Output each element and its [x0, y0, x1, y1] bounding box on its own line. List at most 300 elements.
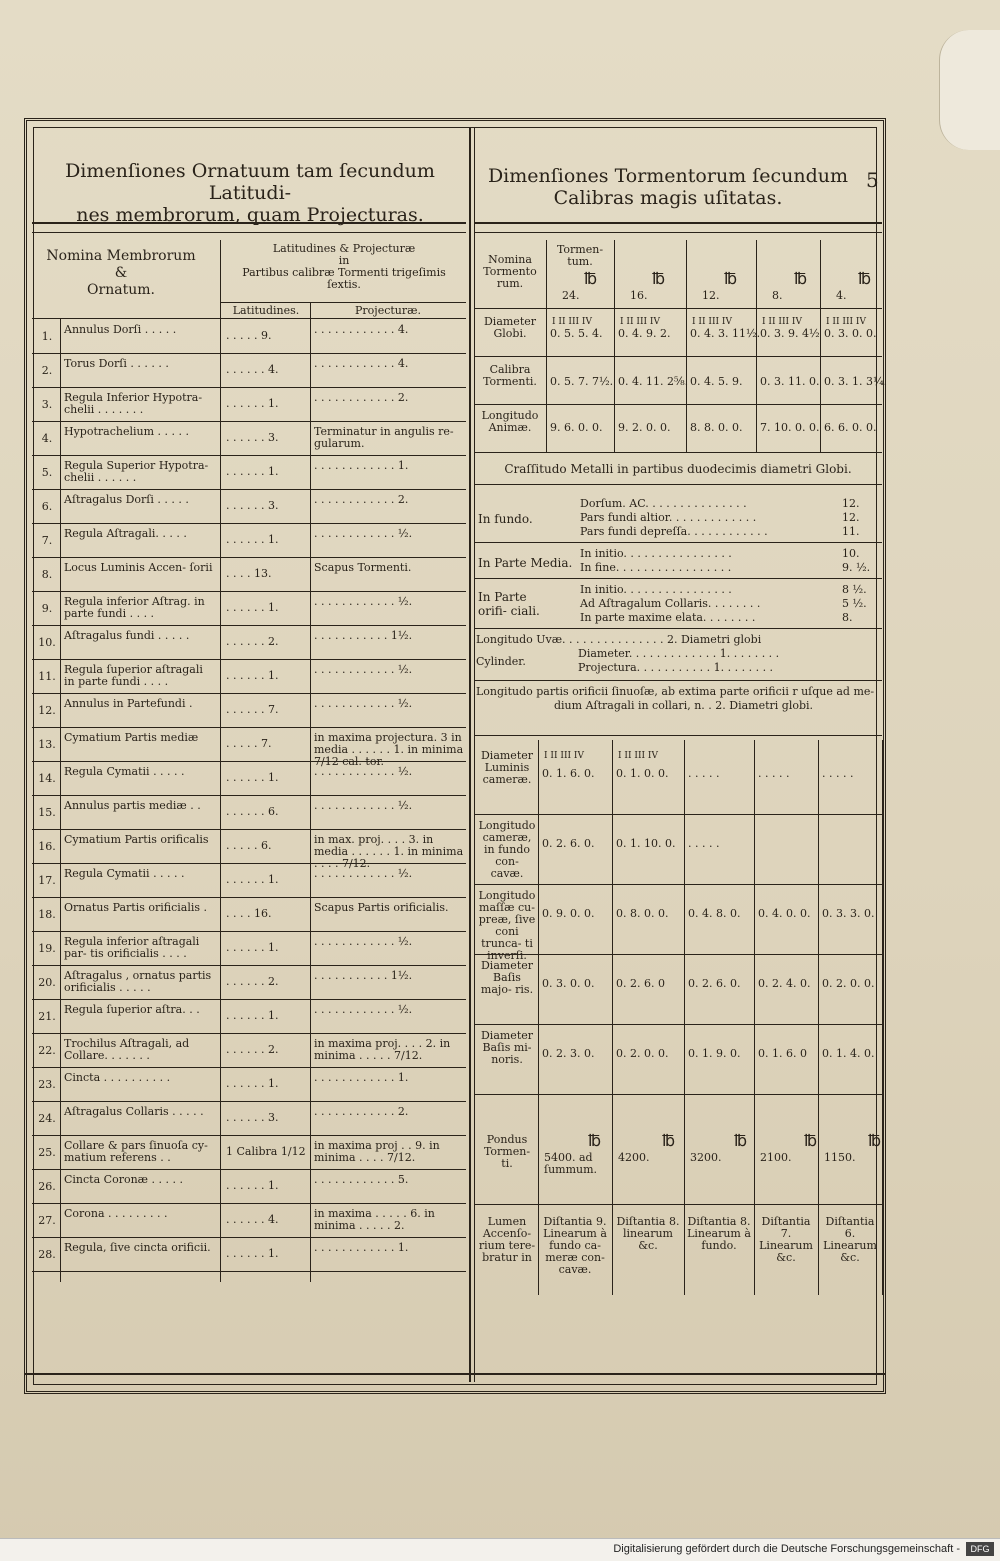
- lower-row-value: 0. 2. 6. 0.: [688, 977, 741, 990]
- row-projection: . . . . . . . . . . . . 5.: [314, 1173, 409, 1186]
- lower-row-value: 0. 4. 0. 0.: [758, 907, 811, 920]
- sub-header-rule: [220, 302, 466, 303]
- col-name-line1: Nomina Membrorum: [46, 248, 196, 264]
- upper-row-value: 0. 5. 5. 4.: [550, 327, 603, 340]
- row-projection: . . . . . . . . . . . . 2.: [314, 1105, 409, 1118]
- lower-units: I II III IV: [618, 751, 658, 761]
- upper-bottom-rule: [474, 452, 882, 453]
- sub-lat: Latitudines.: [232, 304, 300, 317]
- row-projection: in maxima projectura. 3 in media . . . . . . 1. in minima 7/12 cal. tor.: [314, 731, 464, 768]
- lower-row-value: . . . . .: [822, 767, 854, 780]
- row-name: Regula inferior aſtragali par- tis orificialis . . . .: [64, 935, 200, 960]
- row-rule: [32, 829, 466, 830]
- row-name: Regula Aſtragali. . . . .: [64, 527, 187, 540]
- row-latitude: . . . . . . 1.: [226, 669, 279, 682]
- footer-text: Digitalisierung gefördert durch die Deutsche Forschungsgemeinschaft -: [613, 1543, 960, 1555]
- row-rule: [32, 1271, 466, 1272]
- row-rule: [32, 897, 466, 898]
- row-rule: [32, 625, 466, 626]
- upper-row-value: 7. 10. 0. 0.: [760, 421, 820, 434]
- right-title-line1: Dimenſiones Tormentorum ſecundum: [487, 165, 849, 187]
- row-rule: [32, 659, 466, 660]
- row-name: Regula Superior Hypotra- chelii . . . . . .: [64, 459, 209, 484]
- head-line4: ſextis.: [327, 278, 361, 291]
- row-latitude: . . . . . . 1.: [226, 533, 279, 546]
- row-latitude: . . . . . . 1.: [226, 941, 279, 954]
- lower-row-rule: [474, 1094, 882, 1095]
- lower-row-value: 0. 3. 3. 0.: [822, 907, 875, 920]
- row-number: 27.: [38, 1214, 56, 1227]
- upper-row-value: 0. 3. 9. 4½: [760, 327, 820, 340]
- lb-icon: ℔: [858, 269, 872, 288]
- lower-row-value: . . . . .: [688, 767, 720, 780]
- row-projection: . . . . . . . . . . . . 1.: [314, 1241, 409, 1254]
- row-name: Cymatium Partis orificalis: [64, 833, 209, 846]
- right-title: [478, 165, 858, 209]
- upper-row-value: 0. 3. 0. 0.: [824, 327, 877, 340]
- lower-row-rule: [474, 814, 882, 815]
- row-projection: . . . . . . . . . . . . ½.: [314, 663, 413, 676]
- row-number: 25.: [38, 1146, 56, 1159]
- row-name: Annulus Dorſi . . . . .: [64, 323, 177, 336]
- orificiali-value: 8.: [842, 611, 853, 624]
- lb-icon: ℔: [724, 269, 738, 288]
- lumen-label: Lumen Accenſo- rium tere- bratur in: [478, 1215, 536, 1264]
- orificiali-value: 8 ½.: [842, 583, 867, 596]
- lower-row-rule: [474, 884, 882, 885]
- lower-row-label: Diameter Baſis mi- noris.: [480, 1029, 534, 1066]
- upper-row-value: 0. 4. 9. 2.: [618, 327, 671, 340]
- bottom-rule: [24, 1373, 886, 1375]
- lower-row-value: 0. 3. 0. 0.: [542, 977, 595, 990]
- row-name: Regula Inferior Hypotra- chelii . . . . . . .: [64, 391, 203, 416]
- row-latitude: . . . . . 7.: [226, 737, 272, 750]
- upper-row-value: 0. 4. 3. 11½.: [690, 327, 761, 340]
- pondus-value: 1150.: [824, 1151, 856, 1164]
- row-latitude: . . . . . . 7.: [226, 703, 279, 716]
- row-name: Regula Cymatii . . . . .: [64, 765, 185, 778]
- head-line2: in: [338, 254, 350, 267]
- row-number: 17.: [38, 874, 56, 887]
- right-title-line2: Calibras magis uſitatas.: [553, 187, 783, 209]
- row-latitude: . . . . . . 1.: [226, 873, 279, 886]
- pondus-value: 2100.: [760, 1151, 792, 1164]
- row-number: 16.: [38, 840, 56, 853]
- crass-rule: [474, 542, 882, 543]
- lb-icon: ℔: [584, 269, 598, 288]
- media-item: In fine. . . . . . . . . . . . . . . . .: [580, 561, 732, 574]
- row-number: 9.: [41, 602, 53, 615]
- lower-col-divider: [538, 740, 539, 1295]
- cylinder-label: Cylinder.: [476, 655, 526, 668]
- caliber-rule: [474, 308, 882, 309]
- lower-row-value: 0. 1. 4. 0.: [822, 1047, 875, 1060]
- crass-rule: [474, 680, 882, 681]
- crassitudo-heading: Craſſitudo Metalli in partibus duodecimis diametri Globi.: [504, 462, 852, 476]
- media-label: In Parte Media.: [478, 556, 573, 570]
- row-name: Aſtragalus fundi . . . . .: [64, 629, 190, 642]
- upper-row-rule: [474, 356, 882, 357]
- crass-rule: [474, 578, 882, 579]
- lower-row-rule: [474, 954, 882, 955]
- lower-units: I II III IV: [544, 751, 584, 761]
- units-row: I II III IV: [620, 317, 660, 327]
- row-projection: in maxima proj . . 9. in minima . . . . 7/12.: [314, 1139, 440, 1164]
- row-name: Ornatus Partis orificialis .: [64, 901, 208, 914]
- row-projection: . . . . . . . . . . . . ½.: [314, 527, 413, 540]
- lb-icon: ℔: [794, 269, 808, 288]
- row-projection: . . . . . . . . . . . . 2.: [314, 391, 409, 404]
- row-number: 19.: [38, 942, 56, 955]
- upper-row-value: 0. 3. 1. 3¼.: [824, 375, 888, 388]
- upper-row-label: Diameter Globi.: [483, 315, 537, 340]
- row-number: 15.: [38, 806, 56, 819]
- tormentum-header: Tormen- tum.: [556, 243, 604, 268]
- row-rule: [32, 1101, 466, 1102]
- row-projection: in maxima proj. . . . 2. in minima . . . . . 7/12.: [314, 1037, 451, 1062]
- col-name-line2: &: [114, 265, 128, 281]
- caliber-value: 8.: [772, 289, 783, 302]
- row-number: 5.: [41, 466, 53, 479]
- left-title-rule2: [32, 232, 466, 233]
- media-value: 9. ½.: [842, 561, 871, 574]
- row-number: 6.: [41, 500, 53, 513]
- left-title: [34, 160, 466, 226]
- row-projection: . . . . . . . . . . . 1½.: [314, 969, 413, 982]
- row-name: Aſtragalus Collaris . . . . .: [64, 1105, 204, 1118]
- row-latitude: . . . . . . 2.: [226, 635, 279, 648]
- units-row: I II III IV: [762, 317, 802, 327]
- row-name: Collare & pars ſinuoſa cy- matium referens . .: [64, 1139, 208, 1164]
- row-projection: . . . . . . . . . . . . ½.: [314, 799, 413, 812]
- row-projection: Scapus Tormenti.: [314, 561, 412, 574]
- lower-row-value: 0. 2. 0. 0.: [616, 1047, 669, 1060]
- row-latitude: . . . . . . 2.: [226, 1043, 279, 1056]
- row-latitude: . . . . . . 3.: [226, 1111, 279, 1124]
- fundo-value: 12.: [842, 511, 860, 524]
- row-latitude: . . . . . . 3.: [226, 499, 279, 512]
- nomina-header: Nomina Tormento rum.: [483, 253, 537, 290]
- row-name: Corona . . . . . . . . .: [64, 1207, 168, 1220]
- row-projection: . . . . . . . . . . . . ½.: [314, 595, 413, 608]
- units-row: I II III IV: [552, 317, 592, 327]
- row-latitude: . . . . . . 6.: [226, 805, 279, 818]
- row-name: Annulus partis mediæ . .: [64, 799, 201, 812]
- units-row: I II III IV: [692, 317, 732, 327]
- row-name: Cincta . . . . . . . . . .: [64, 1071, 171, 1084]
- lower-col-divider: [882, 740, 883, 1295]
- caliber-divider: [756, 240, 757, 452]
- row-rule: [32, 489, 466, 490]
- lower-col-divider: [612, 740, 613, 1295]
- media-value: 10.: [842, 547, 860, 560]
- lower-row-label: Longitudo cameræ, in fundo con- cavæ.: [478, 819, 536, 880]
- longitudo-uvae: Longitudo Uvæ. . . . . . . . . . . . . . . 2. Diametri globi: [476, 633, 762, 646]
- pondus-label: Pondus Tormen- ti.: [483, 1133, 531, 1170]
- row-name: Annulus in Partefundi .: [64, 697, 193, 710]
- row-number: 20.: [38, 976, 56, 989]
- row-number: 7.: [41, 534, 53, 547]
- footer: [0, 1538, 1000, 1561]
- row-number: 22.: [38, 1044, 56, 1057]
- upper-row-label: Longitudo Animæ.: [481, 409, 539, 434]
- left-title-line1: Dimenſiones Ornatuum tam ſecundum Latitudi-: [65, 160, 435, 204]
- lower-row-value: 0. 1. 6. 0.: [542, 767, 595, 780]
- lower-row-value: 0. 1. 0. 0.: [616, 767, 669, 780]
- row-latitude: . . . . . . 1.: [226, 1179, 279, 1192]
- fundo-item: Pars fundi depreſſa. . . . . . . . . . . .: [580, 525, 768, 538]
- lower-row-value: 0. 4. 8. 0.: [688, 907, 741, 920]
- row-latitude: . . . . . . 1.: [226, 1077, 279, 1090]
- page-number: 5: [866, 168, 879, 192]
- row-number: 18.: [38, 908, 56, 921]
- row-rule: [32, 999, 466, 1000]
- head-line1: Latitudines & Projecturæ: [272, 242, 416, 255]
- fundo-item: Dorſum. AC. . . . . . . . . . . . . . .: [580, 497, 747, 510]
- lumen-value: Diſtantia 9. Linearum à fundo ca- meræ con- cavæ.: [543, 1215, 607, 1276]
- row-name: Trochilus Aſtragali, ad Collare. . . . . . .: [64, 1037, 190, 1062]
- row-number: 13.: [38, 738, 56, 751]
- row-name: Aſtragalus Dorſi . . . . .: [64, 493, 189, 506]
- caliber-value: 24.: [562, 289, 580, 302]
- lower-col-divider: [684, 740, 685, 1295]
- lb-icon: ℔: [804, 1131, 818, 1150]
- row-number: 28.: [38, 1248, 56, 1261]
- lat-proj-header: [224, 243, 464, 291]
- row-latitude: . . . . 16.: [226, 907, 272, 920]
- row-latitude: . . . . . . 4.: [226, 1213, 279, 1226]
- lower-row-value: 0. 8. 0. 0.: [616, 907, 669, 920]
- row-latitude: . . . . . 6.: [226, 839, 272, 852]
- right-title-rule2: [474, 232, 882, 233]
- upper-row-rule: [474, 404, 882, 405]
- pondus-value: 4200.: [618, 1151, 650, 1164]
- cylinder-item: Diameter. . . . . . . . . . . . . 1. . . . . . . .: [578, 647, 780, 660]
- r-div-0: [546, 240, 547, 452]
- orificiali-item: In parte maxime elata. . . . . . . .: [580, 611, 756, 624]
- header-bottom-rule: [32, 318, 466, 319]
- lower-row-value: 0. 2. 6. 0: [616, 977, 665, 990]
- lb-icon: ℔: [662, 1131, 676, 1150]
- page-fold: [939, 30, 1000, 150]
- longitudo-partis-2: dium Aſtragali in collari, n. . 2. Diametri globi.: [554, 699, 814, 712]
- orificiali-item: In initio. . . . . . . . . . . . . . . .: [580, 583, 732, 596]
- row-rule: [32, 931, 466, 932]
- lower-row-label: Diameter Luminis cameræ.: [480, 749, 534, 786]
- row-name: Regula inferior Aſtrag. in parte fundi . . . .: [64, 595, 205, 620]
- upper-row-value: 9. 6. 0. 0.: [550, 421, 603, 434]
- row-projection: . . . . . . . . . . . . ½.: [314, 935, 413, 948]
- lower-top-rule: [474, 735, 882, 736]
- head-line3: Partibus calibræ Tormenti trigeſimis: [242, 266, 446, 279]
- upper-row-value: 9. 2. 0. 0.: [618, 421, 671, 434]
- row-rule: [32, 1169, 466, 1170]
- cylinder-item: Projectura. . . . . . . . . . . 1. . . . . . . .: [578, 661, 774, 674]
- crassitudo-rule: [474, 484, 882, 485]
- row-number: 14.: [38, 772, 56, 785]
- row-number: 8.: [41, 568, 53, 581]
- row-number: 4.: [41, 432, 53, 445]
- left-title-rule: [32, 222, 466, 224]
- lower-row-value: 0. 9. 0. 0.: [542, 907, 595, 920]
- upper-row-value: 0. 5. 7. 7½.: [550, 375, 614, 388]
- lower-row-label: Diameter Baſis majo- ris.: [480, 959, 534, 996]
- pondus-value: 5400. ad ſummum.: [544, 1151, 598, 1176]
- row-projection: . . . . . . . . . . . . ½.: [314, 867, 413, 880]
- row-latitude: . . . . . 9.: [226, 329, 272, 342]
- upper-row-value: 6. 6. 0. 0.: [824, 421, 877, 434]
- lumen-value: Diſtantia 8. Linearum à fundo.: [687, 1215, 751, 1252]
- row-rule: [32, 795, 466, 796]
- lower-row-value: 0. 2. 3. 0.: [542, 1047, 595, 1060]
- row-projection: Terminatur in angulis re- gularum.: [314, 425, 454, 450]
- row-latitude: . . . . . . 1.: [226, 1009, 279, 1022]
- fundo-item: Pars fundi altior. . . . . . . . . . . . .: [580, 511, 757, 524]
- row-latitude: . . . . . . 1.: [226, 601, 279, 614]
- row-name: Aſtragalus , ornatus partis orificialis . . . . .: [64, 969, 212, 994]
- row-latitude: . . . . . . 4.: [226, 363, 279, 376]
- lower-row-value: 0. 2. 4. 0.: [758, 977, 811, 990]
- row-projection: Scapus Partis orificialis.: [314, 901, 449, 914]
- lower-col-divider: [754, 740, 755, 1295]
- upper-row-value: 0. 4. 5. 9.: [690, 375, 743, 388]
- row-rule: [32, 421, 466, 422]
- row-projection: . . . . . . . . . . . . 4.: [314, 357, 409, 370]
- row-projection: . . . . . . . . . . . . ½.: [314, 765, 413, 778]
- row-rule: [32, 591, 466, 592]
- pondus-value: 3200.: [690, 1151, 722, 1164]
- lumen-value: Diſtantia 8. linearum &c.: [616, 1215, 680, 1252]
- row-number: 11.: [38, 670, 56, 683]
- sub-proj: Projecturæ.: [355, 304, 421, 317]
- row-rule: [32, 693, 466, 694]
- lower-col-divider: [818, 740, 819, 1295]
- row-number: 1.: [41, 330, 53, 343]
- dfg-logo: DFG: [966, 1542, 994, 1556]
- lumen-value: Diſtantia 6. Linearum &c.: [823, 1215, 877, 1264]
- row-rule: [32, 1067, 466, 1068]
- row-name: Locus Luminis Accen- ſorii: [64, 561, 213, 574]
- row-latitude: . . . . . . 1.: [226, 1247, 279, 1260]
- row-latitude: . . . . 13.: [226, 567, 272, 580]
- row-number: 12.: [38, 704, 56, 717]
- num-col-divider: [60, 318, 61, 1282]
- col-name-line3: Ornatum.: [87, 282, 155, 298]
- row-name: Regula Cymatii . . . . .: [64, 867, 185, 880]
- row-rule: [32, 387, 466, 388]
- crass-rule: [474, 628, 882, 629]
- caliber-value: 4.: [836, 289, 847, 302]
- row-rule: [32, 353, 466, 354]
- orificiali-label: In Parte orifi- ciali.: [478, 590, 540, 618]
- lower-row-value: 0. 1. 9. 0.: [688, 1047, 741, 1060]
- row-rule: [32, 1135, 466, 1136]
- row-number: 3.: [41, 398, 53, 411]
- row-name: Hypotrachelium . . . . .: [64, 425, 189, 438]
- left-title-line2: nes membrorum, quam Projecturas.: [76, 204, 424, 226]
- orificiali-item: Ad Aſtragalum Collaris. . . . . . . .: [580, 597, 761, 610]
- upper-row-value: 0. 4. 11. 2⅝.: [618, 375, 689, 388]
- upper-row-label: Calibra Tormenti.: [483, 363, 537, 388]
- lb-icon: ℔: [868, 1131, 882, 1150]
- lower-row-value: . . . . .: [758, 767, 790, 780]
- row-projection: in maxima . . . . . 6. in minima . . . . . 2.: [314, 1207, 435, 1232]
- row-projection: . . . . . . . . . . . . 2.: [314, 493, 409, 506]
- upper-row-value: 0. 3. 11. 0.: [760, 375, 820, 388]
- longitudo-partis: Longitudo partis orificii ſinuoſæ, ab extima parte orificii r uſque ad me-: [476, 685, 875, 698]
- lower-row-value: 0. 2. 0. 0.: [822, 977, 875, 990]
- fundo-value: 12.: [842, 497, 860, 510]
- row-number: 24.: [38, 1112, 56, 1125]
- upper-row-value: 8. 8. 0. 0.: [690, 421, 743, 434]
- row-projection: in max. proj. . . . 3. in media . . . . . . 1. in minima . . . . 7/12.: [314, 833, 464, 870]
- lower-row-rule: [474, 1024, 882, 1025]
- row-number: 23.: [38, 1078, 56, 1091]
- lower-row-value: 0. 2. 6. 0.: [542, 837, 595, 850]
- row-rule: [32, 523, 466, 524]
- right-title-rule: [474, 222, 882, 224]
- row-name: Regula ſuperior aſtragali in parte fundi . . . .: [64, 663, 203, 688]
- caliber-divider: [686, 240, 687, 452]
- row-rule: [32, 965, 466, 966]
- row-rule: [32, 863, 466, 864]
- lower-row-value: 0. 1. 10. 0.: [616, 837, 676, 850]
- units-row: I II III IV: [826, 317, 866, 327]
- lower-row-value: 0. 1. 6. 0: [758, 1047, 807, 1060]
- row-rule: [32, 1033, 466, 1034]
- lb-icon: ℔: [652, 269, 666, 288]
- row-rule: [32, 1237, 466, 1238]
- row-name: Cymatium Partis mediæ: [64, 731, 199, 744]
- in-fundo-label: In fundo.: [478, 512, 533, 526]
- row-latitude: . . . . . . 2.: [226, 975, 279, 988]
- fundo-value: 11.: [842, 525, 860, 538]
- lower-row-value: . . . . .: [688, 837, 720, 850]
- row-projection: . . . . . . . . . . . . 1.: [314, 459, 409, 472]
- row-projection: . . . . . . . . . . . . ½.: [314, 1003, 413, 1016]
- row-number: 2.: [41, 364, 53, 377]
- media-item: In initio. . . . . . . . . . . . . . . .: [580, 547, 732, 560]
- row-projection: . . . . . . . . . . . 1½.: [314, 629, 413, 642]
- row-rule: [32, 455, 466, 456]
- row-latitude: . . . . . . 3.: [226, 431, 279, 444]
- row-rule: [32, 761, 466, 762]
- caliber-value: 16.: [630, 289, 648, 302]
- center-divider: [469, 127, 475, 1382]
- row-number: 26.: [38, 1180, 56, 1193]
- caliber-divider: [614, 240, 615, 452]
- lower-row-label: Longitudo maſſæ cu- preæ, ſive coni trunca- ti inverſi.: [478, 889, 536, 962]
- row-latitude: . . . . . . 1.: [226, 465, 279, 478]
- row-name: Regula, ſive cincta orificii.: [64, 1241, 211, 1254]
- lb-icon: ℔: [588, 1131, 602, 1150]
- row-rule: [32, 557, 466, 558]
- lumen-value: Diſtantia 7. Linearum &c.: [759, 1215, 813, 1264]
- row-latitude: 1 Calibra 1/12: [226, 1145, 306, 1158]
- col-name-header: [36, 248, 206, 299]
- orificiali-value: 5 ½.: [842, 597, 867, 610]
- row-projection: . . . . . . . . . . . . 1.: [314, 1071, 409, 1084]
- lower-row-rule: [474, 1204, 882, 1205]
- row-number: 21.: [38, 1010, 56, 1023]
- row-name: Regula ſuperior aſtra. . .: [64, 1003, 200, 1016]
- row-number: 10.: [38, 636, 56, 649]
- row-name: Cincta Coronæ . . . . .: [64, 1173, 183, 1186]
- caliber-value: 12.: [702, 289, 720, 302]
- row-latitude: . . . . . . 1.: [226, 397, 279, 410]
- row-rule: [32, 727, 466, 728]
- row-projection: . . . . . . . . . . . . 4.: [314, 323, 409, 336]
